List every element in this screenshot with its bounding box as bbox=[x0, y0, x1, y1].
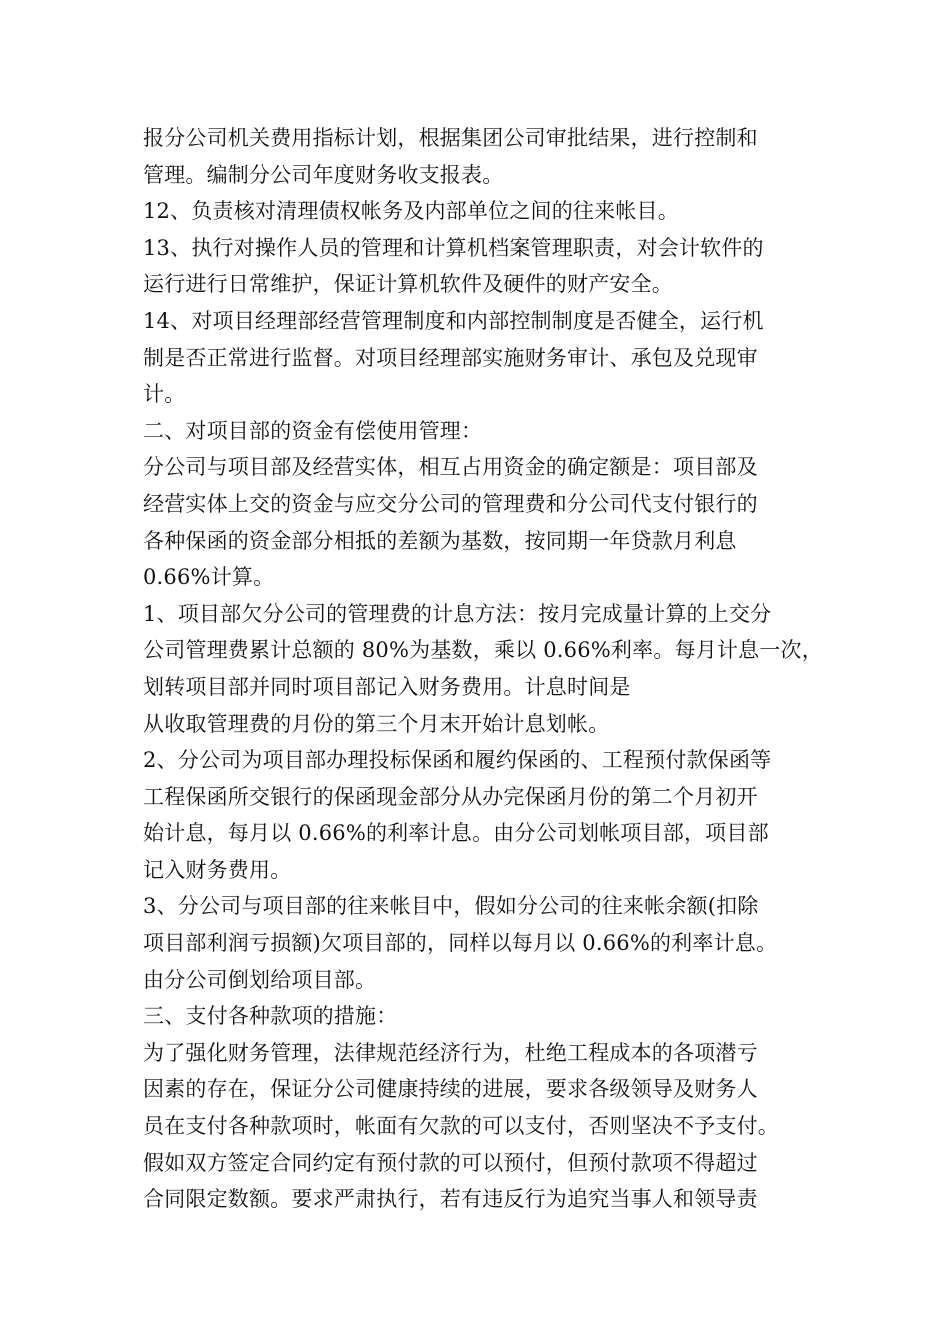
text-line: 公司管理费累计总额的 80%为基数，乘以 0.66%利率。每月计息一次， bbox=[143, 638, 823, 663]
text-line: 报分公司机关费用指标计划，根据集团公司审批结果，进行控制和 bbox=[143, 126, 758, 150]
text-line: 运行进行日常维护，保证计算机软件及硬件的财产安全。 bbox=[143, 272, 673, 297]
text-line: 为了强化财务管理，法律规范经济行为，杜绝工程成本的各项潜亏 bbox=[143, 1040, 758, 1065]
text-line: 工程保函所交银行的保函现金部分从办完保函月份的第二个月初开 bbox=[143, 784, 758, 809]
text-line: 项目部利润亏损额)欠项目部的，同样以每月以 0.66%的利率计息。 bbox=[143, 931, 778, 956]
text-line: 2、分公司为项目部办理投标保函和履约保函的、工程预付款保函等 bbox=[143, 748, 772, 773]
text-line: 3、分公司与项目部的往来帐目中，假如分公司的往来帐余额(扣除 bbox=[143, 894, 759, 919]
text-line: 经营实体上交的资金与应交分公司的管理费和分公司代支付银行的 bbox=[143, 491, 758, 516]
section-heading: 三、支付各种款项的措施： bbox=[143, 1004, 398, 1029]
text-line: 记入财务费用。 bbox=[143, 857, 292, 882]
text-line: 12、负责核对清理债权帐务及内部单位之间的往来帐目。 bbox=[143, 199, 679, 224]
text-line: 分公司与项目部及经营实体，相互占用资金的确定额是：项目部及 bbox=[143, 455, 758, 480]
text-line: 13、执行对操作人员的管理和计算机档案管理职责，对会计软件的 bbox=[143, 235, 764, 260]
text-line: 由分公司倒划给项目部。 bbox=[143, 967, 377, 992]
text-line: 0.66%计算。 bbox=[143, 565, 275, 590]
text-line: 计。 bbox=[143, 382, 186, 407]
text-line: 14、对项目经理部经营管理制度和内部控制制度是否健全，运行机 bbox=[143, 308, 764, 333]
text-line: 合同限定数额。要求严肃执行，若有违反行为追究当事人和领导责 bbox=[143, 1187, 758, 1212]
document-body bbox=[143, 120, 823, 1218]
text-line: 划转项目部并同时项目部记入财务费用。计息时间是 bbox=[143, 674, 631, 699]
text-line: 各种保函的资金部分相抵的差额为基数，按同期一年贷款月利息 bbox=[143, 528, 737, 553]
text-line: 从收取管理费的月份的第三个月末开始计息划帐。 bbox=[143, 711, 610, 736]
text-line: 制是否正常进行监督。对项目经理部实施财务审计、承包及兑现审 bbox=[143, 345, 758, 370]
text-line: 1、项目部欠分公司的管理费的计息方法：按月完成量计算的上交分 bbox=[143, 601, 772, 626]
section-heading: 二、对项目部的资金有偿使用管理： bbox=[143, 418, 483, 443]
text-line: 管理。编制分公司年度财务收支报表。 bbox=[143, 162, 504, 187]
text-line: 因素的存在，保证分公司健康持续的进展，要求各级领导及财务人 bbox=[143, 1077, 758, 1102]
text-line: 员在支付各种款项时，帐面有欠款的可以支付，否则坚决不予支付。 bbox=[143, 1114, 779, 1139]
text-line: 始计息，每月以 0.66%的利率计息。由分公司划帐项目部，项目部 bbox=[143, 821, 769, 846]
text-line: 假如双方签定合同约定有预付款的可以预付，但预付款项不得超过 bbox=[143, 1150, 758, 1175]
